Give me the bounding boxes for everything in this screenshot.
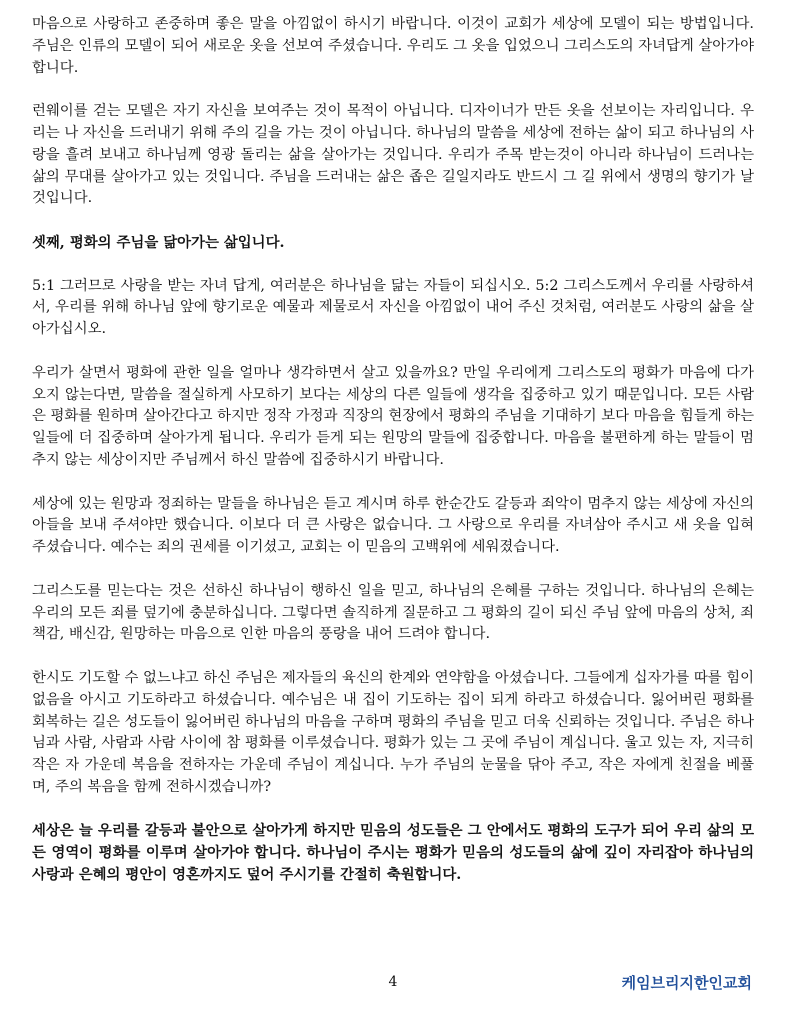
page-number: 4 xyxy=(388,974,398,990)
document-body xyxy=(32,14,754,908)
paragraph-6: 그리스도를 믿는다는 것은 선하신 하나님이 행하신 일을 믿고, 하나님의 은혜를 구하는 것입니다. 하나님의 은혜는 우리의 모든 죄를 덮기에 충분하십니다. 그렇다면 솔직하게 질문하고 그 평화의 길이 되신 주님 앞에 마음의 상처, 죄책감, 배신감, 원망하는 마음으로 인한 마음의 풍랑을 내어 드려야 합니다. xyxy=(32,582,754,643)
paragraph-1: 마음으로 사랑하고 존중하며 좋은 말을 아낌없이 하시기 바랍니다. 이것이 교회가 세상에 모델이 되는 방법입니다. 주님은 인류의 모델이 되어 새로운 옷을 선보여 주셨습니다. 우리도 그 옷을 입었으니 그리스도의 자녀답게 살아가야 합니다. xyxy=(32,16,754,76)
paragraph-scripture: 5:1 그러므로 사랑을 받는 자녀 답게, 여러분은 하나님을 닮는 자들이 되십시오. 5:2 그리스도께서 우리를 사랑하셔서, 우리를 위해 하나님 앞에 향기로운 예물과 제물로서 자신을 아낌없이 내어 주신 것처럼, 여러분도 사랑의 삶을 살아가십시오. xyxy=(32,277,754,338)
paragraph-2: 런웨이를 걷는 모델은 자기 자신을 보여주는 것이 목적이 아닙니다. 디자이너가 만든 옷을 선보이는 자리입니다. 우리는 나 자신을 드러내기 위해 주의 길을 가는 것이 아닙니다. 하나님의 말씀을 세상에 전하는 삶이 되고 하나님의 사랑을 흘려 보내고 하나님께 영광 돌리는 삶을 살아가는 것입니다. 우리가 주목 받는것이 아니라 하나님이 드러나는 삶의 무대를 살아가고 있는 것입니다. 주님을 드러내는 삶은 좁은 길일지라도 반드시 그 길 위에서 생명의 향기가 날 것입니다. xyxy=(32,103,754,207)
paragraph-closing-prayer: 세상은 늘 우리를 갈등과 불안으로 살아가게 하지만 믿음의 성도들은 그 안에서도 평화의 도구가 되어 우리 삶의 모든 영역이 평화를 이루며 살아가야 합니다. 하나님이 주시는 평화가 믿음의 성도들의 삶에 깊이 자리잡아 하나님의 사랑과 은혜의 평안이 영혼까지도 덮어 주시기를 간절히 축원합니다. xyxy=(32,822,754,884)
section-heading: 셋째, 평화의 주님을 닮아가는 삶입니다. xyxy=(32,233,285,251)
paragraph-4: 우리가 살면서 평화에 관한 일을 얼마나 생각하면서 살고 있을까요? 만일 우리에게 그리스도의 평화가 마음에 다가오지 않는다면, 말씀을 절실하게 사모하기 보다는 세상의 다른 일들에 생각을 집중하고 있기 때문입니다. 모든 사람은 평화를 원하며 살아간다고 하지만 정작 가정과 직장의 현장에서 평화의 주님을 기대하기 보다 마음을 힘들게 하는 일들에 더 집중하며 살아가게 됩니다. 우리가 듣게 되는 원망의 말들에 집중합니다. 마음을 불편하게 하는 말들이 멈추지 않는 세상이지만 주님께서 하신 말씀에 집중하시기 바랍니다. xyxy=(32,364,754,468)
church-name: 케임브리지한인교회 xyxy=(621,974,752,992)
paragraph-5: 세상에 있는 원망과 정죄하는 말들을 하나님은 듣고 계시며 하루 한순간도 갈등과 죄악이 멈추지 않는 세상에 자신의 아들을 보내 주셔야만 했습니다. 이보다 더 큰 사랑은 없습니다. 그 사랑으로 우리를 자녀삼아 주시고 새 옷을 입혀 주셨습니다. 예수는 죄의 권세를 이기셨고, 교회는 이 믿음의 고백위에 세워졌습니다. xyxy=(32,495,754,556)
page-footer xyxy=(32,972,754,996)
paragraph-7: 한시도 기도할 수 없느냐고 하신 주님은 제자들의 육신의 한계와 연약함을 아셨습니다. 그들에게 십자가를 따를 힘이 없음을 아시고 기도하라고 하셨습니다. 예수님은 내 집이 기도하는 집이 되게 하라고 하셨습니다. 잃어버린 평화를 회복하는 길은 성도들이 잃어버린 하나님의 마음을 구하며 평화의 주님을 믿고 더욱 신뢰하는 것입니다. 주님은 하나님과 사람, 사람과 사람 사이에 참 평화를 이루셨습니다. 평화가 있는 그 곳에 주님이 계십니다. 울고 있는 자, 지극히 작은 자 가운데 복음을 전하자는 가운데 주님이 계십니다. 누가 주님의 눈물을 닦아 주고, 작은 자에게 친절을 베풀며, 주의 복음을 함께 전하시겠습니까? xyxy=(32,669,754,795)
